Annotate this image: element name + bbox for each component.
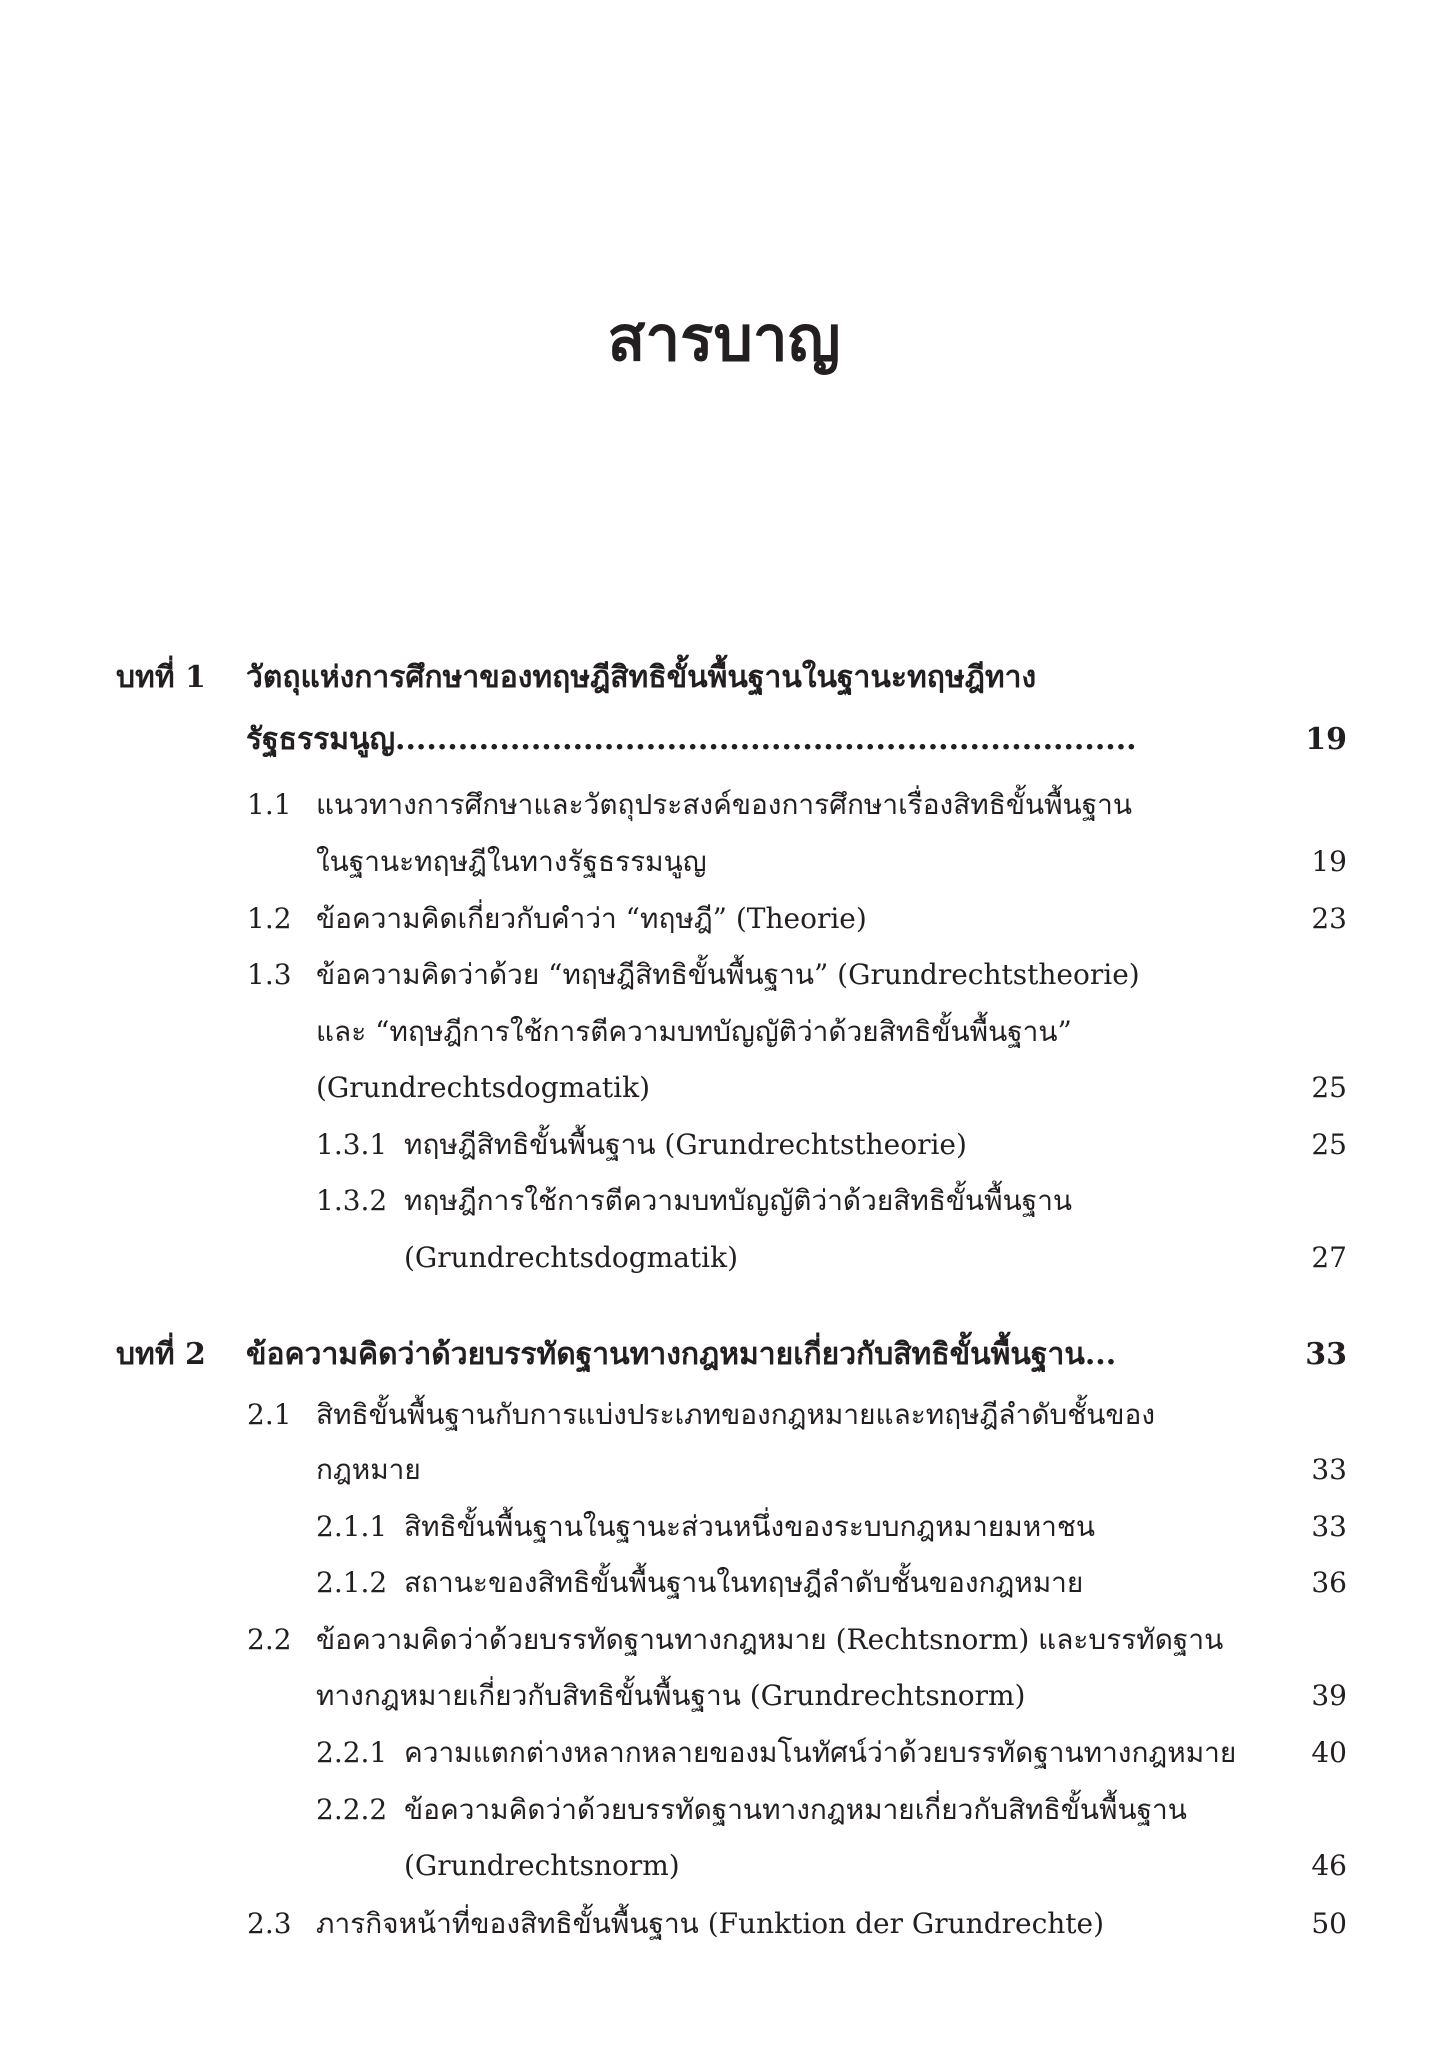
toc-entry-line[interactable] bbox=[0, 899, 1347, 939]
toc-entry-number: 1.1 bbox=[247, 788, 292, 821]
toc-entry-title: (Grundrechtsnorm) bbox=[404, 1849, 680, 1882]
toc-entry-line[interactable] bbox=[0, 1450, 1347, 1490]
toc-entry-number: 2.3 bbox=[247, 1907, 292, 1940]
toc-entry-number: 1.3 bbox=[247, 958, 292, 991]
toc-page-number: 46 bbox=[1311, 1849, 1347, 1882]
toc-entry-line[interactable] bbox=[0, 1790, 1347, 1830]
toc-entry-line[interactable] bbox=[0, 1846, 1347, 1886]
toc-entry-line[interactable] bbox=[0, 955, 1347, 995]
toc-page-number: 19 bbox=[1305, 722, 1347, 757]
toc-entry-title: สิทธิขั้นพื้นฐานกับการแบ่งประเภทของกฎหมายและทฤษฎีลำดับชั้นของ bbox=[316, 1398, 1156, 1431]
toc-entry-line[interactable] bbox=[0, 1676, 1347, 1716]
toc-entry-line[interactable] bbox=[0, 1620, 1347, 1660]
toc-entry-title: และ “ทฤษฎีการใช้การตีความบทบัญญัติว่าด้วยสิทธิขั้นพื้นฐาน” bbox=[316, 1015, 1072, 1048]
toc-entry-line[interactable] bbox=[0, 1904, 1347, 1944]
toc-entry-number: 2.1.1 bbox=[316, 1510, 388, 1543]
toc-page-number: 23 bbox=[1311, 902, 1347, 935]
toc-entry-number: 1.3.1 bbox=[316, 1128, 388, 1161]
toc-entry-line[interactable] bbox=[0, 1181, 1347, 1221]
toc-page-number: 33 bbox=[1305, 1337, 1347, 1372]
toc-entry-line[interactable] bbox=[0, 1068, 1347, 1108]
toc-entry-line[interactable] bbox=[0, 1012, 1347, 1052]
toc-entry-title: (Grundrechtsdogmatik) bbox=[316, 1071, 651, 1104]
toc-entry-number: 2.1 bbox=[247, 1398, 292, 1431]
toc-entry-title: ข้อความคิดว่าด้วยบรรทัดฐานทางกฎหมายเกี่ยวกับสิทธิขั้นพื้นฐาน... bbox=[246, 1337, 1117, 1372]
toc-entry-title: สถานะของสิทธิขั้นพื้นฐานในทฤษฎีลำดับชั้นของกฎหมาย bbox=[404, 1566, 1084, 1599]
toc-entry-number: บทที่ 2 bbox=[116, 1337, 206, 1372]
toc-page-number: 33 bbox=[1311, 1453, 1347, 1486]
toc-entry-line[interactable] bbox=[0, 1563, 1347, 1603]
toc-page-number: 25 bbox=[1311, 1128, 1347, 1161]
toc-entry-title: กฎหมาย bbox=[316, 1453, 421, 1486]
toc-entry-line[interactable] bbox=[0, 1125, 1347, 1165]
toc-entry-line[interactable] bbox=[0, 785, 1347, 825]
toc-entry-title: ทฤษฎีสิทธิขั้นพื้นฐาน (Grundrechtstheorie) bbox=[404, 1128, 967, 1161]
toc-page-number: 50 bbox=[1311, 1907, 1347, 1940]
toc-entry-title: สิทธิขั้นพื้นฐานในฐานะส่วนหนึ่งของระบบกฎหมายมหาชน bbox=[404, 1510, 1096, 1543]
toc-entry-title: ทฤษฎีการใช้การตีความบทบัญญัติว่าด้วยสิทธิขั้นพื้นฐาน bbox=[404, 1184, 1073, 1217]
toc-page-number: 25 bbox=[1311, 1071, 1347, 1104]
toc-entry-title: ข้อความคิดว่าด้วยบรรทัดฐานทางกฎหมายเกี่ยวกับสิทธิขั้นพื้นฐาน bbox=[404, 1793, 1187, 1826]
toc-entry-line[interactable] bbox=[0, 1238, 1347, 1278]
toc-page-number: 40 bbox=[1311, 1736, 1347, 1769]
toc-entry-number: 2.2.1 bbox=[316, 1736, 388, 1769]
toc-entry-title: ข้อความคิดเกี่ยวกับคำว่า “ทฤษฎี” (Theorie) bbox=[316, 902, 867, 935]
toc-entry-title: (Grundrechtsdogmatik) bbox=[404, 1241, 739, 1274]
toc-entry-number: 2.1.2 bbox=[316, 1566, 388, 1599]
toc-page-number: 39 bbox=[1311, 1679, 1347, 1712]
toc-entry-line[interactable] bbox=[0, 1507, 1347, 1547]
toc-entry-number: 2.2.2 bbox=[316, 1793, 388, 1826]
toc-entry-line[interactable] bbox=[0, 1733, 1347, 1773]
toc-entry-title: ในฐานะทฤษฎีในทางรัฐธรรมนูญ bbox=[316, 845, 707, 878]
toc-entry-line[interactable] bbox=[0, 1395, 1347, 1435]
toc-entry-number: บทที่ 1 bbox=[116, 660, 206, 695]
toc-entry-title: ภารกิจหน้าที่ของสิทธิขั้นพื้นฐาน (Funktion der Grundrechte) bbox=[316, 1907, 1105, 1940]
page-title: สารบาญ bbox=[607, 302, 841, 375]
toc-entry-title: วัตถุแห่งการศึกษาของทฤษฎีสิทธิขั้นพื้นฐานในฐานะทฤษฎีทาง bbox=[246, 660, 1037, 695]
toc-entry-line[interactable] bbox=[0, 720, 1347, 760]
toc-entry-title: รัฐธรรมนูญ....................................................................... bbox=[246, 722, 1137, 757]
toc-entry-number: 2.2 bbox=[247, 1623, 292, 1656]
toc-entry-line[interactable] bbox=[0, 1335, 1347, 1375]
toc-page-number: 33 bbox=[1311, 1510, 1347, 1543]
toc-page-number: 36 bbox=[1311, 1566, 1347, 1599]
toc-entry-line[interactable] bbox=[0, 842, 1347, 882]
toc-entry-number: 1.3.2 bbox=[316, 1184, 388, 1217]
toc-entry-title: ทางกฎหมายเกี่ยวกับสิทธิขั้นพื้นฐาน (Grundrechtsnorm) bbox=[316, 1679, 1026, 1712]
toc-entry-line[interactable] bbox=[0, 658, 1347, 698]
toc-entry-title: ข้อความคิดว่าด้วยบรรทัดฐานทางกฎหมาย (Rechtsnorm) และบรรทัดฐาน bbox=[316, 1623, 1224, 1656]
toc-entry-title: ความแตกต่างหลากหลายของมโนทัศน์ว่าด้วยบรรทัดฐานทางกฎหมาย bbox=[404, 1736, 1237, 1769]
toc-entry-number: 1.2 bbox=[247, 902, 292, 935]
toc-page-number: 19 bbox=[1311, 845, 1347, 878]
toc-entry-title: แนวทางการศึกษาและวัตถุประสงค์ของการศึกษาเรื่องสิทธิขั้นพื้นฐาน bbox=[316, 788, 1133, 821]
toc-page-number: 27 bbox=[1311, 1241, 1347, 1274]
toc-entry-title: ข้อความคิดว่าด้วย “ทฤษฎีสิทธิขั้นพื้นฐาน” (Grundrechtstheorie) bbox=[316, 958, 1140, 991]
